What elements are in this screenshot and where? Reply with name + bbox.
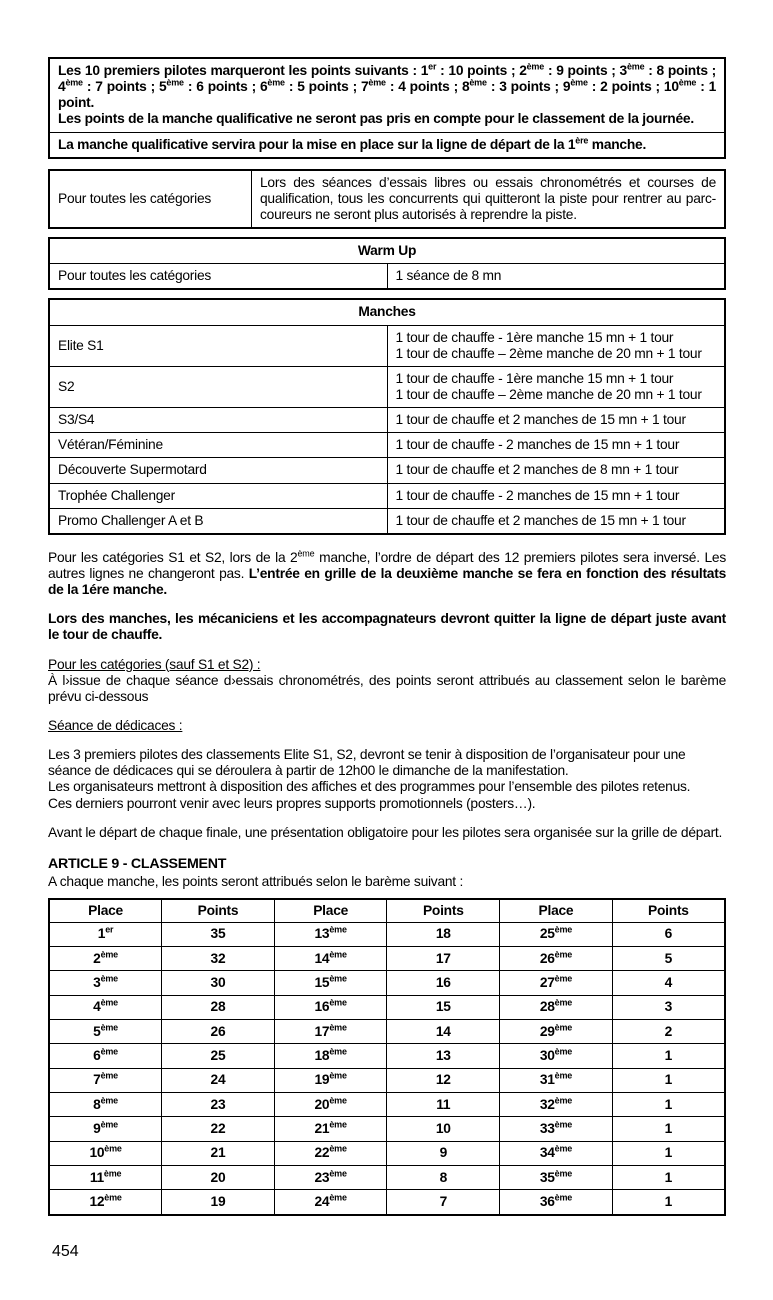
place-cell: 28ème [500, 995, 613, 1019]
place-cell: 10ème [49, 1141, 162, 1165]
qualifying-note: Les points de la manche qualificative ne seront pas pris en compte pour le classement de la journée. [58, 111, 694, 127]
place-cell: 13ème [274, 922, 387, 946]
place-cell: 14ème [274, 947, 387, 971]
manches-table-body [49, 325, 725, 534]
table-row [49, 1190, 725, 1215]
dedicaces-line1: Les 3 premiers pilotes des classements Elite S1, S2, devront se tenir à disposition de l’organisateur pour une séance de dédicaces qui se déroulera à partir de 12h00 le dimanche de la manifestation. [48, 747, 686, 779]
table-row [49, 170, 725, 228]
points-cell: 18 [387, 922, 500, 946]
points-cell: 25 [162, 1044, 275, 1068]
dedicaces-line3: Ces derniers pourront venir avec leurs propres supports promotionnels (posters…). [48, 795, 536, 811]
categories-table-body [49, 170, 725, 228]
paragraph-grid-order-bold: L’entrée en grille de la deuxième manche se fera en fonction des résultats de la 1ére manche. [48, 565, 727, 598]
session-cell: 1 séance de 8 mn [387, 264, 725, 290]
table-row [49, 408, 725, 433]
category-label-cell: Découverte Supermotard [49, 458, 387, 483]
points-cell: 1 [612, 1068, 725, 1092]
points-cell: 30 [162, 971, 275, 995]
points-header-cell: Place [274, 899, 387, 923]
points-cell: 21 [162, 1141, 275, 1165]
page-content [48, 57, 726, 1216]
place-cell: 4ème [49, 995, 162, 1019]
table-row [49, 1044, 725, 1068]
table-row [49, 1141, 725, 1165]
place-cell: 20ème [274, 1092, 387, 1116]
table-row [49, 325, 725, 366]
points-header-cell: Place [49, 899, 162, 923]
category-label-cell: Elite S1 [49, 325, 387, 366]
format-cell: 1 tour de chauffe - 2 manches de 15 mn + 1 tour [387, 483, 725, 508]
points-cell: 10 [387, 1117, 500, 1141]
table-row [49, 1165, 725, 1189]
points-cell: 5 [612, 947, 725, 971]
table-row [49, 264, 725, 290]
place-cell: 18ème [274, 1044, 387, 1068]
table-row [49, 1092, 725, 1116]
manches-table [48, 298, 726, 534]
points-cell: 16 [387, 971, 500, 995]
warmup-table [48, 237, 726, 290]
category-label-cell: Trophée Challenger [49, 483, 387, 508]
place-cell: 23ème [274, 1165, 387, 1189]
format-cell: 1 tour de chauffe et 2 manches de 15 mn + 1 tour [387, 508, 725, 534]
points-cell: 6 [612, 922, 725, 946]
place-cell: 22ème [274, 1141, 387, 1165]
place-cell: 11ème [49, 1165, 162, 1189]
place-cell: 33ème [500, 1117, 613, 1141]
points-header-cell: Points [387, 899, 500, 923]
format-cell: 1 tour de chauffe - 1ère manche 15 mn + 1 tour 1 tour de chauffe – 2ème manche de 20 mn + 1 tour [387, 366, 725, 407]
points-cell: 28 [162, 995, 275, 1019]
place-cell: 36ème [500, 1190, 613, 1215]
points-cell: 12 [387, 1068, 500, 1092]
intro-points-cell [49, 58, 725, 132]
table-row [49, 58, 725, 132]
points-cell: 1 [612, 1044, 725, 1068]
points-cell: 8 [387, 1165, 500, 1189]
points-cell: 1 [612, 1190, 725, 1215]
table-row [49, 971, 725, 995]
format-cell: 1 tour de chauffe - 1ère manche 15 mn + 1 tour 1 tour de chauffe – 2ème manche de 20 mn + 1 tour [387, 325, 725, 366]
intro-paragraph: Les 10 premiers pilotes marqueront les points suivants : 1er : 10 points ; 2ème : 9 points ; 3ème : 8 points ; 4ème : 7 points ; 5ème : 6 points ; 6ème : 5 points ; 7ème : 4 points ; 8ème : 3 points ; 9ème : 2 points ; 10ème : 1 point. [58, 61, 717, 111]
points-cell: 35 [162, 922, 275, 946]
place-cell: 12ème [49, 1190, 162, 1215]
table-row [49, 947, 725, 971]
table-row [49, 238, 725, 264]
table-row [49, 366, 725, 407]
points-header-cell: Place [500, 899, 613, 923]
category-label-cell: S3/S4 [49, 408, 387, 433]
dedicaces-line2: Les organisateurs mettront à disposition des affiches et des programmes pour l’ensemble des pilotes retenus. [48, 779, 691, 795]
intro-points-table [48, 57, 726, 159]
table-row [49, 433, 725, 458]
place-cell: 16ème [274, 995, 387, 1019]
paragraph-dedicaces [48, 718, 726, 734]
format-cell: 1 tour de chauffe - 2 manches de 15 mn + 1 tour [387, 433, 725, 458]
place-cell: 30ème [500, 1044, 613, 1068]
table-row [49, 1117, 725, 1141]
points-cell: 19 [162, 1190, 275, 1215]
points-cell: 15 [387, 995, 500, 1019]
article9-heading: ARTICLE 9 - CLASSEMENT [48, 855, 227, 872]
place-cell: 3ème [49, 971, 162, 995]
format-cell: 1 tour de chauffe et 2 manches de 15 mn + 1 tour [387, 408, 725, 433]
category-label-cell: Pour toutes les catégories [49, 170, 252, 228]
table-row [49, 458, 725, 483]
points-cell: 9 [387, 1141, 500, 1165]
points-cell: 1 [612, 1117, 725, 1141]
category-label-cell: S2 [49, 366, 387, 407]
table-row [49, 132, 725, 158]
points-header-cell: Points [612, 899, 725, 923]
points-cell: 1 [612, 1092, 725, 1116]
place-cell: 31ème [500, 1068, 613, 1092]
points-cell: 2 [612, 1019, 725, 1043]
qualifying-start-cell: La manche qualificative servira pour la mise en place sur la ligne de départ de la 1ère manche. [49, 132, 725, 158]
categories-except-text: À l›issue de chaque séance d›essais chronométrés, des points seront attribués au classement selon le barème prévu ci-dessous [48, 672, 726, 704]
points-cell: 20 [162, 1165, 275, 1189]
categories-rule-table [48, 169, 726, 229]
points-header-cell: Points [162, 899, 275, 923]
points-cell: 32 [162, 947, 275, 971]
paragraph-mechanics-rule: Lors des manches, les mécaniciens et les accompagnateurs devront quitter la ligne de départ juste avant le tour de chauffe. [48, 611, 726, 643]
table-row [49, 508, 725, 534]
points-cell: 1 [612, 1165, 725, 1189]
page-number: 454 [52, 1243, 79, 1260]
place-cell: 26ème [500, 947, 613, 971]
category-label-cell: Vétéran/Féminine [49, 433, 387, 458]
place-cell: 27ème [500, 971, 613, 995]
category-label-cell: Promo Challenger A et B [49, 508, 387, 534]
manches-title: Manches [49, 299, 725, 325]
place-cell: 17ème [274, 1019, 387, 1043]
points-cell: 23 [162, 1092, 275, 1116]
place-cell: 29ème [500, 1019, 613, 1043]
paragraph-grid-order [48, 550, 726, 598]
place-cell: 34ème [500, 1141, 613, 1165]
points-cell: 24 [162, 1068, 275, 1092]
place-cell: 9ème [49, 1117, 162, 1141]
place-cell: 21ème [274, 1117, 387, 1141]
paragraph-presentation: Avant le départ de chaque finale, une présentation obligatoire pour les pilotes sera organisée sur la grille de départ. [48, 824, 723, 840]
category-label-cell: Pour toutes les catégories [49, 264, 387, 290]
place-cell: 2ème [49, 947, 162, 971]
points-cell: 17 [387, 947, 500, 971]
points-table [48, 898, 726, 1216]
place-cell: 5ème [49, 1019, 162, 1043]
place-cell: 24ème [274, 1190, 387, 1215]
place-cell: 32ème [500, 1092, 613, 1116]
format-cell: 1 tour de chauffe et 2 manches de 8 mn + 1 tour [387, 458, 725, 483]
category-rule-cell: Lors des séances d’essais libres ou essais chronométrés et courses de qualification, tous les concurrents qui quitteront la piste pour rentrer au parc-coureurs ne seront plus autorisés à reprendre la piste. [252, 170, 726, 228]
place-cell: 6ème [49, 1044, 162, 1068]
table-row [49, 995, 725, 1019]
place-cell: 25ème [500, 922, 613, 946]
points-table-body [49, 922, 725, 1214]
points-cell: 26 [162, 1019, 275, 1043]
place-cell: 35ème [500, 1165, 613, 1189]
points-cell: 22 [162, 1117, 275, 1141]
points-cell: 1 [612, 1141, 725, 1165]
points-cell: 3 [612, 995, 725, 1019]
paragraph-grid-order-normal: Pour les catégories S1 et S2, lors de la 2ème manche, l’ordre de départ des 12 premiers pilotes sera inversé. Les autres lignes ne changeront pas. [48, 548, 727, 581]
points-cell: 14 [387, 1019, 500, 1043]
points-header-row [49, 899, 725, 923]
place-cell: 1er [49, 922, 162, 946]
categories-except-heading: Pour les catégories (sauf S1 et S2) : [48, 656, 261, 672]
table-row [49, 1019, 725, 1043]
paragraph-categories-except [48, 657, 726, 705]
points-cell: 11 [387, 1092, 500, 1116]
place-cell: 7ème [49, 1068, 162, 1092]
points-cell: 13 [387, 1044, 500, 1068]
place-cell: 19ème [274, 1068, 387, 1092]
warmup-table-body [49, 264, 725, 290]
dedicaces-heading: Séance de dédicaces : [48, 717, 183, 733]
place-cell: 8ème [49, 1092, 162, 1116]
article9-intro: A chaque manche, les points seront attribués selon le barème suivant : [48, 874, 464, 890]
warmup-title: Warm Up [49, 238, 725, 264]
points-cell: 7 [387, 1190, 500, 1215]
table-row [49, 299, 725, 325]
place-cell: 15ème [274, 971, 387, 995]
table-row [49, 1068, 725, 1092]
table-row [49, 922, 725, 946]
table-row [49, 483, 725, 508]
points-cell: 4 [612, 971, 725, 995]
